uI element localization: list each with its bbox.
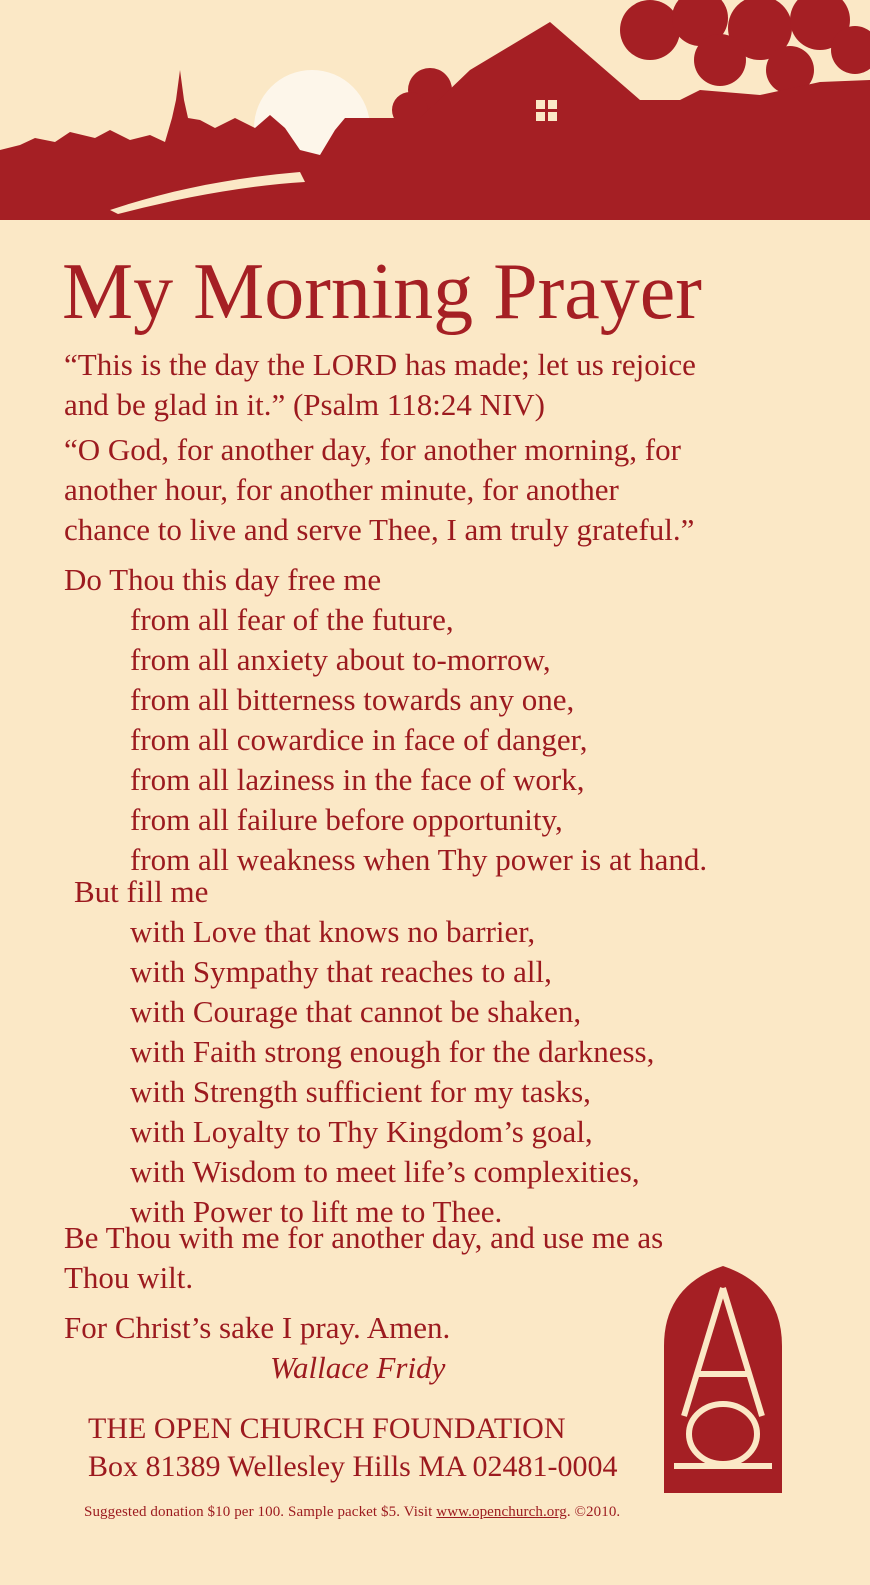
village-sunrise-banner (0, 0, 870, 220)
fill-line: with Courage that cannot be shaken, (130, 994, 582, 1029)
footnote-copyright: . ©2010. (566, 1504, 621, 1520)
gratitude-paragraph (64, 430, 694, 550)
free-me-section (64, 560, 707, 880)
closing-line: Be Thou with me for another day, and use me as (64, 1220, 664, 1255)
fill-line: with Loyalty to Thy Kingdom’s goal, (130, 1114, 593, 1149)
gratitude-line: “O God, for another day, for another morning, for (64, 432, 681, 467)
fill-line: with Faith strong enough for the darkness, (130, 1034, 655, 1069)
logo-underline (664, 1488, 782, 1493)
fill-line: with Power to lift me to Thee. (130, 1194, 503, 1229)
free-intro: Do Thou this day free me (64, 562, 382, 597)
footnote-text: Suggested donation $10 per 100. Sample packet $5. Visit (84, 1504, 437, 1520)
author-signature: Wallace Fridy (270, 1350, 446, 1385)
free-line: from all fear of the future, (130, 602, 454, 637)
footnote (84, 1502, 620, 1522)
closing-line: Thou wilt. (64, 1260, 194, 1295)
amen-line: For Christ’s sake I pray. Amen. (64, 1310, 451, 1345)
verse-line: and be glad in it.” (Psalm 118:24 NIV) (64, 387, 545, 422)
free-line: from all cowardice in face of danger, (130, 722, 588, 757)
verse-line: “This is the day the LORD has made; let us rejoice (64, 347, 696, 382)
free-line: from all weakness when Thy power is at hand. (130, 842, 708, 877)
foundation-name: THE OPEN CHURCH FOUNDATION (88, 1412, 566, 1445)
fill-line: with Love that knows no barrier, (130, 914, 536, 949)
alpha-omega-logo (664, 1266, 782, 1488)
free-line: from all anxiety about to-morrow, (130, 642, 551, 677)
gratitude-line: chance to live and serve Thee, I am truly grateful.” (64, 512, 695, 547)
free-line: from all laziness in the face of work, (130, 762, 585, 797)
fill-intro: But fill me (74, 874, 209, 909)
fill-line: with Wisdom to meet life’s complexities, (130, 1154, 640, 1189)
page-title: My Morning Prayer (62, 248, 702, 336)
closing-paragraph (64, 1218, 663, 1298)
fill-line: with Sympathy that reaches to all, (130, 954, 552, 989)
free-line: from all failure before opportunity, (130, 802, 563, 837)
fill-line: with Strength sufficient for my tasks, (130, 1074, 591, 1109)
free-line: from all bitterness towards any one, (130, 682, 575, 717)
verse-quote (64, 345, 696, 425)
foundation-address: Box 81389 Wellesley Hills MA 02481-0004 (88, 1450, 618, 1483)
gratitude-line: another hour, for another minute, for another (64, 472, 619, 507)
fill-me-section (74, 872, 654, 1232)
website-link[interactable]: www.openchurch.org (436, 1504, 567, 1520)
